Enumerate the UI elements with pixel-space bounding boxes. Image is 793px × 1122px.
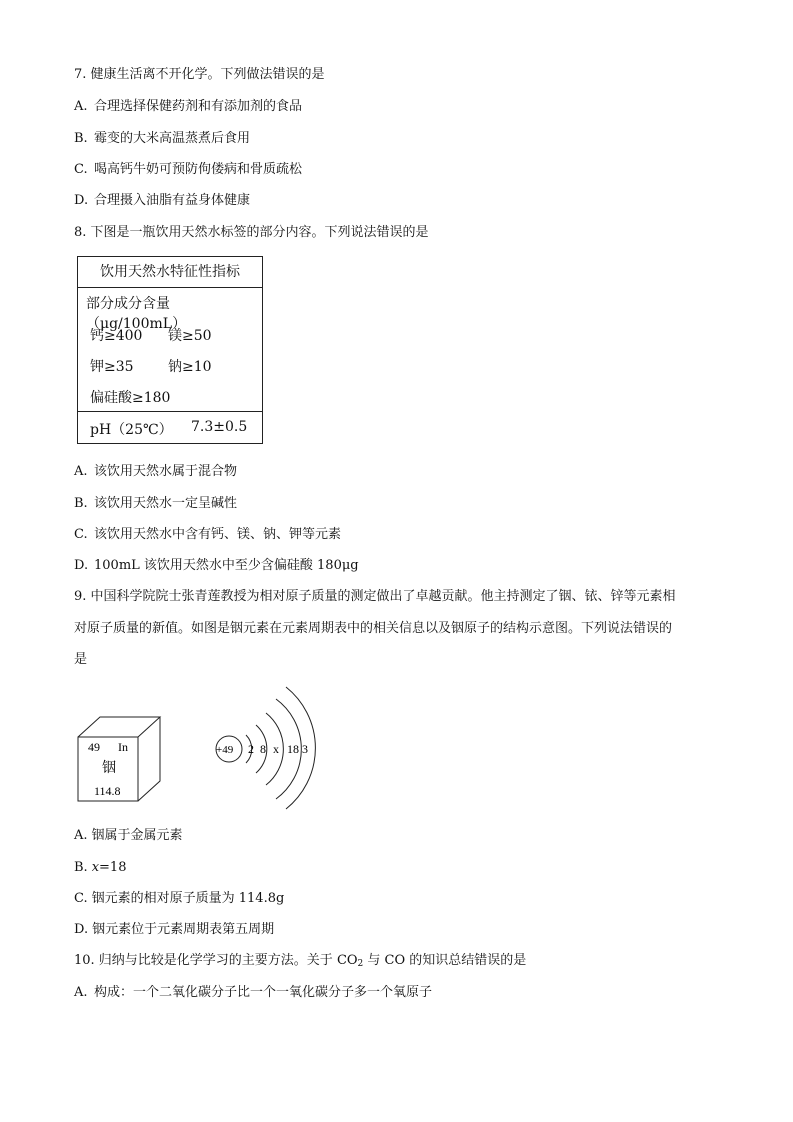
q7-option-d [74,192,250,210]
option-text: =18 [99,860,127,875]
option-label: B. [74,131,88,146]
option-label: C. [74,891,88,906]
label-ph-name: pH（25℃） [90,422,173,438]
shell-count-4: 18 [287,742,299,756]
label-calcium: 钙≥400 [90,328,143,344]
element-name: 铟 [102,760,116,776]
option-label: C. [74,527,88,542]
shell-count-3: x [273,742,279,756]
option-label: A. [74,985,88,1000]
option-text: 该饮用天然水一定呈碱性 [94,496,238,511]
element-number: 49 [88,740,100,754]
q9-stem-line2: 对原子质量的新值。如图是铟元素在元素周期表中的相关信息以及铟原子的结构示意图。下列说法错误的 [74,621,673,636]
q9-option-d [74,921,274,939]
nucleus-charge: +49 [216,744,234,756]
label-title: 饮用天然水特征性指标 [78,257,262,288]
q9-option-b [74,859,126,877]
option-text: 该饮用天然水属于混合物 [94,464,238,479]
label-subtitle: 部分成分含量（μg/100mL） [86,296,187,332]
q7-stem: 7. 健康生活离不开化学。下列做法错误的是 [74,67,325,82]
q10-stem [74,952,526,970]
label-ph-value: 7.3±0.5 [191,419,248,435]
q8-option-d [74,557,359,575]
q9-stem-line3: 是 [74,652,88,667]
q10-stem-start: 10. 归纳与比较是化学学习的主要方法。关于 CO [74,953,358,968]
element-symbol: In [118,740,128,754]
option-text: 合理选择保健药剂和有添加剂的食品 [94,99,303,114]
q8-option-c [74,526,341,544]
shell-count-2: 8 [260,742,266,756]
q8-option-b [74,495,237,513]
option-label: A. [74,828,88,843]
option-text: 喝高钙牛奶可预防佝偻病和骨质疏松 [94,162,303,177]
option-label: A. [74,464,88,479]
q10-stem-end: 与 CO 的知识总结错误的是 [363,953,527,968]
option-variable: x [91,860,100,875]
q7-option-c [74,161,302,179]
shell-count-5: 3 [302,742,308,756]
q8-option-a [74,463,237,481]
option-text: 铟元素的相对原子质量为 114.8g [91,891,285,906]
label-metasilicic: 偏硅酸≥180 [90,390,171,406]
option-text: 构成：一个二氧化碳分子比一个一氧化碳分子多一个氧原子 [94,985,433,1000]
indium-figure [70,685,330,810]
q10-stem-subscript: 2 [357,959,364,969]
element-mass: 114.8 [94,784,121,798]
option-text: 该饮用天然水中含有钙、镁、钠、钾等元素 [94,527,342,542]
option-label: C. [74,162,88,177]
option-label: A. [74,99,88,114]
cell-side-face [138,717,160,801]
label-potassium: 钾≥35 [90,359,134,375]
q8-stem: 8. 下图是一瓶饮用天然水标签的部分内容。下列说法错误的是 [74,225,429,240]
label-divider [78,411,262,412]
indium-diagram [70,685,330,810]
q7-option-a [74,98,302,116]
water-label-table [77,256,263,444]
label-sodium: 钠≥10 [168,359,212,375]
q10-option-a [74,984,432,1002]
option-label: D. [74,558,89,573]
cell-top-face [78,717,160,737]
label-magnesium: 镁≥50 [168,328,212,344]
option-text: 铟元素位于元素周期表第五周期 [92,922,275,937]
q9-option-c [74,890,284,908]
option-label: D. [74,193,89,208]
option-label: B. [74,496,88,511]
q9-stem-line1: 9. 中国科学院院士张青莲教授为相对原子质量的测定做出了卓越贡献。他主持测定了铟、铱、锌等元素相 [74,589,676,604]
option-text: 铟属于金属元素 [91,828,183,843]
option-text: 合理摄入油脂有益身体健康 [94,193,251,208]
option-label: D. [74,922,89,937]
option-text: 100mL 该饮用天然水中至少含偏硅酸 180μg [94,558,359,573]
q9-option-a [74,827,183,845]
q7-option-b [74,130,250,148]
option-label: B. [74,860,88,875]
option-text: 霉变的大米高温蒸煮后食用 [94,131,251,146]
shell-count-1: 2 [248,742,254,756]
